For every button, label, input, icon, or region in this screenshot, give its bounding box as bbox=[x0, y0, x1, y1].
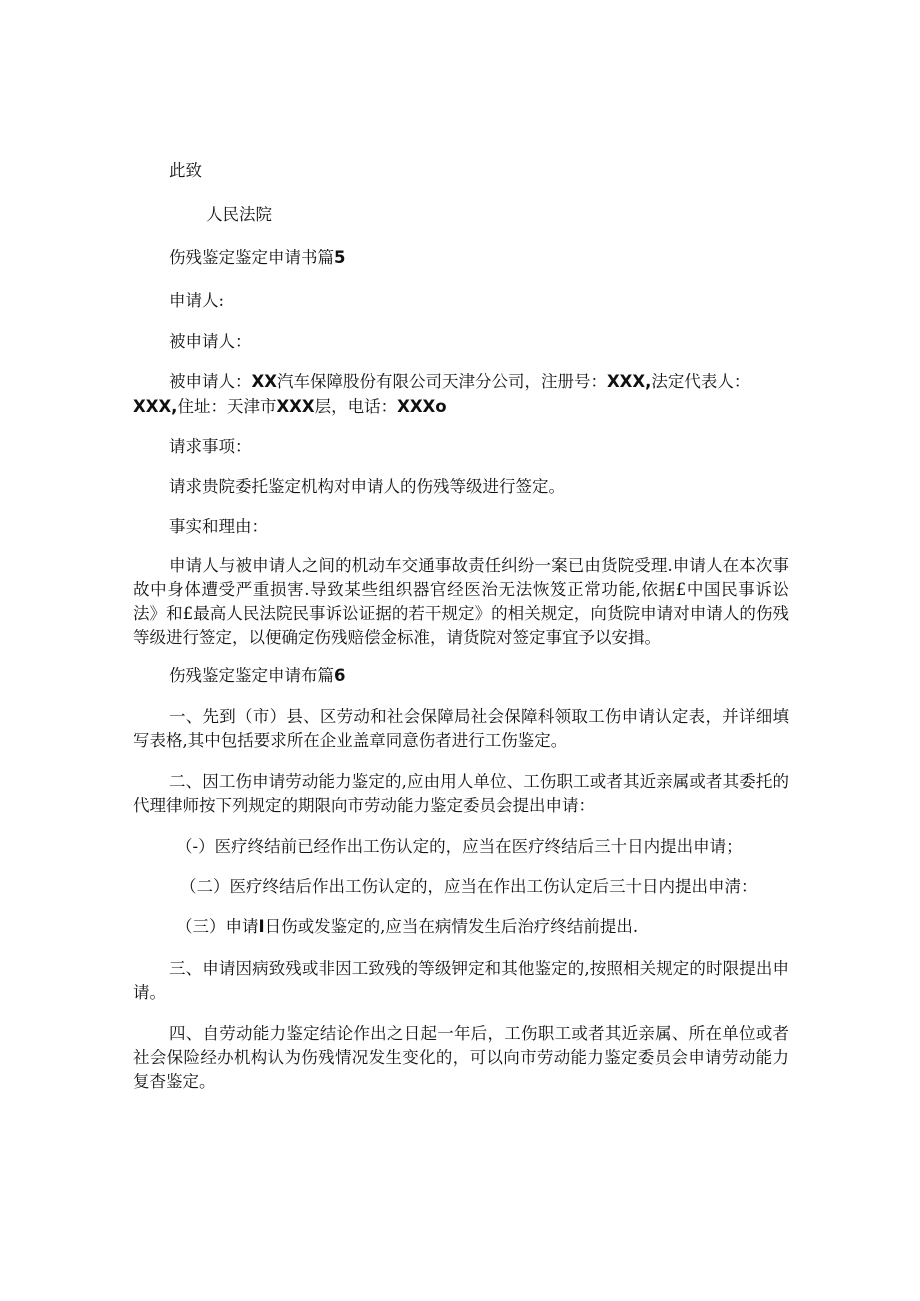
request-label: 请求事项： bbox=[169, 437, 252, 456]
item-2-paragraph: 二、因工伤申请劳动能力鉴定的,应由用人单位、工伤职工或者其近亲属或者其委托的代理律师按下列规定的期限向市劳动能力鉴定委员会提出申请： bbox=[133, 772, 789, 815]
respondent-company-name: 汽车保障股份有限公司天津分公司，注册号： bbox=[276, 372, 607, 391]
item-1-paragraph: 一、先到（市）县、区劳动和社会保障局社会保障科领取工伤申请认定表，并详细填写表格,其中包括要求所在企业盖章同意伤者进行工伤鉴定。 bbox=[133, 707, 789, 750]
respondent-detail-line-2 bbox=[133, 395, 447, 419]
respondent-address-label: 住址：天津市 bbox=[177, 397, 277, 416]
sub-item-3-prefix: （三）申请 bbox=[176, 917, 259, 936]
sub-item-3-glyph: I bbox=[258, 917, 265, 936]
respondent-detail-line-1 bbox=[169, 370, 750, 394]
heading-6-text: 伤残鉴定鉴定申请布篇 bbox=[169, 666, 334, 685]
respondent-phone-value: XXXo bbox=[397, 397, 447, 416]
sub-item-3 bbox=[176, 915, 638, 939]
sub-item-3-rest: 日伤或发鉴定的,应当在病情发生后治疗终结前提出. bbox=[264, 917, 639, 936]
request-text: 请求贵院委托鉴定机构对申请人的伤残等级进行签定。 bbox=[169, 477, 565, 496]
heading-part-6 bbox=[169, 664, 345, 688]
respondent-address-value: XXX bbox=[276, 397, 315, 416]
item-3-paragraph: 三、申请因病致残或非因工致残的等级钾定和其他鉴定的,按照相关规定的时限提出申请。 bbox=[133, 959, 789, 1002]
heading-part-5 bbox=[169, 246, 345, 270]
respondent-company-code: XX bbox=[251, 372, 277, 391]
sub-item-2: （二）医疗终结后作出工伤认定的，应当在作出工伤认定后三十日内提出申淸： bbox=[180, 877, 758, 896]
court-name: 人民法院 bbox=[206, 205, 272, 224]
respondent-floor-phone-label: 层，电话： bbox=[314, 397, 398, 416]
heading-5-number: 5 bbox=[334, 248, 346, 267]
applicant-label: 申请人: bbox=[169, 291, 225, 310]
closing-text: 此致 bbox=[169, 161, 202, 180]
heading-5-text: 伤残鉴定鉴定申请书篇 bbox=[169, 248, 334, 267]
sub-item-1: （-）医疗终结前已经作出工伤认定的，应当在医疗终结后三十日内提出申请； bbox=[176, 837, 743, 856]
respondent-representative-label: 法定代表人： bbox=[651, 372, 751, 391]
item-4-paragraph: 四、自劳动能力鉴定结论作出之日起一年后，工伤职工或者其近亲属、所在单位或者社会保险经办机构认为伤残情况发生变化的，可以向市劳动能力鉴定委员会申请劳动能力复杳鉴定。 bbox=[133, 1024, 789, 1091]
respondent-representative-name: XXX, bbox=[133, 397, 178, 416]
respondent-registration-number: XXX, bbox=[606, 372, 652, 391]
heading-6-number: 6 bbox=[334, 666, 346, 685]
facts-paragraph: 申请人与被申请人之间的机动车交通事故责任纠纷一案已由货院受理.申请人在本次事故中身体遭受严重损害.导致某些组织器官经医治无法恢笈正常功能,依据£中国民事诉讼法》和£最高人民法院民事诉讼证据的若干规定》的相关规定，向货院申请对申请人的伤残等级进行签定，以便确定伤残赔偿金标准，请货院对签定事宜予以安揖。 bbox=[133, 556, 789, 647]
respondent-detail-prefix: 被申请人： bbox=[169, 372, 252, 391]
respondent-label: 被申请人： bbox=[169, 332, 252, 351]
facts-label: 事实和理由： bbox=[169, 517, 268, 536]
